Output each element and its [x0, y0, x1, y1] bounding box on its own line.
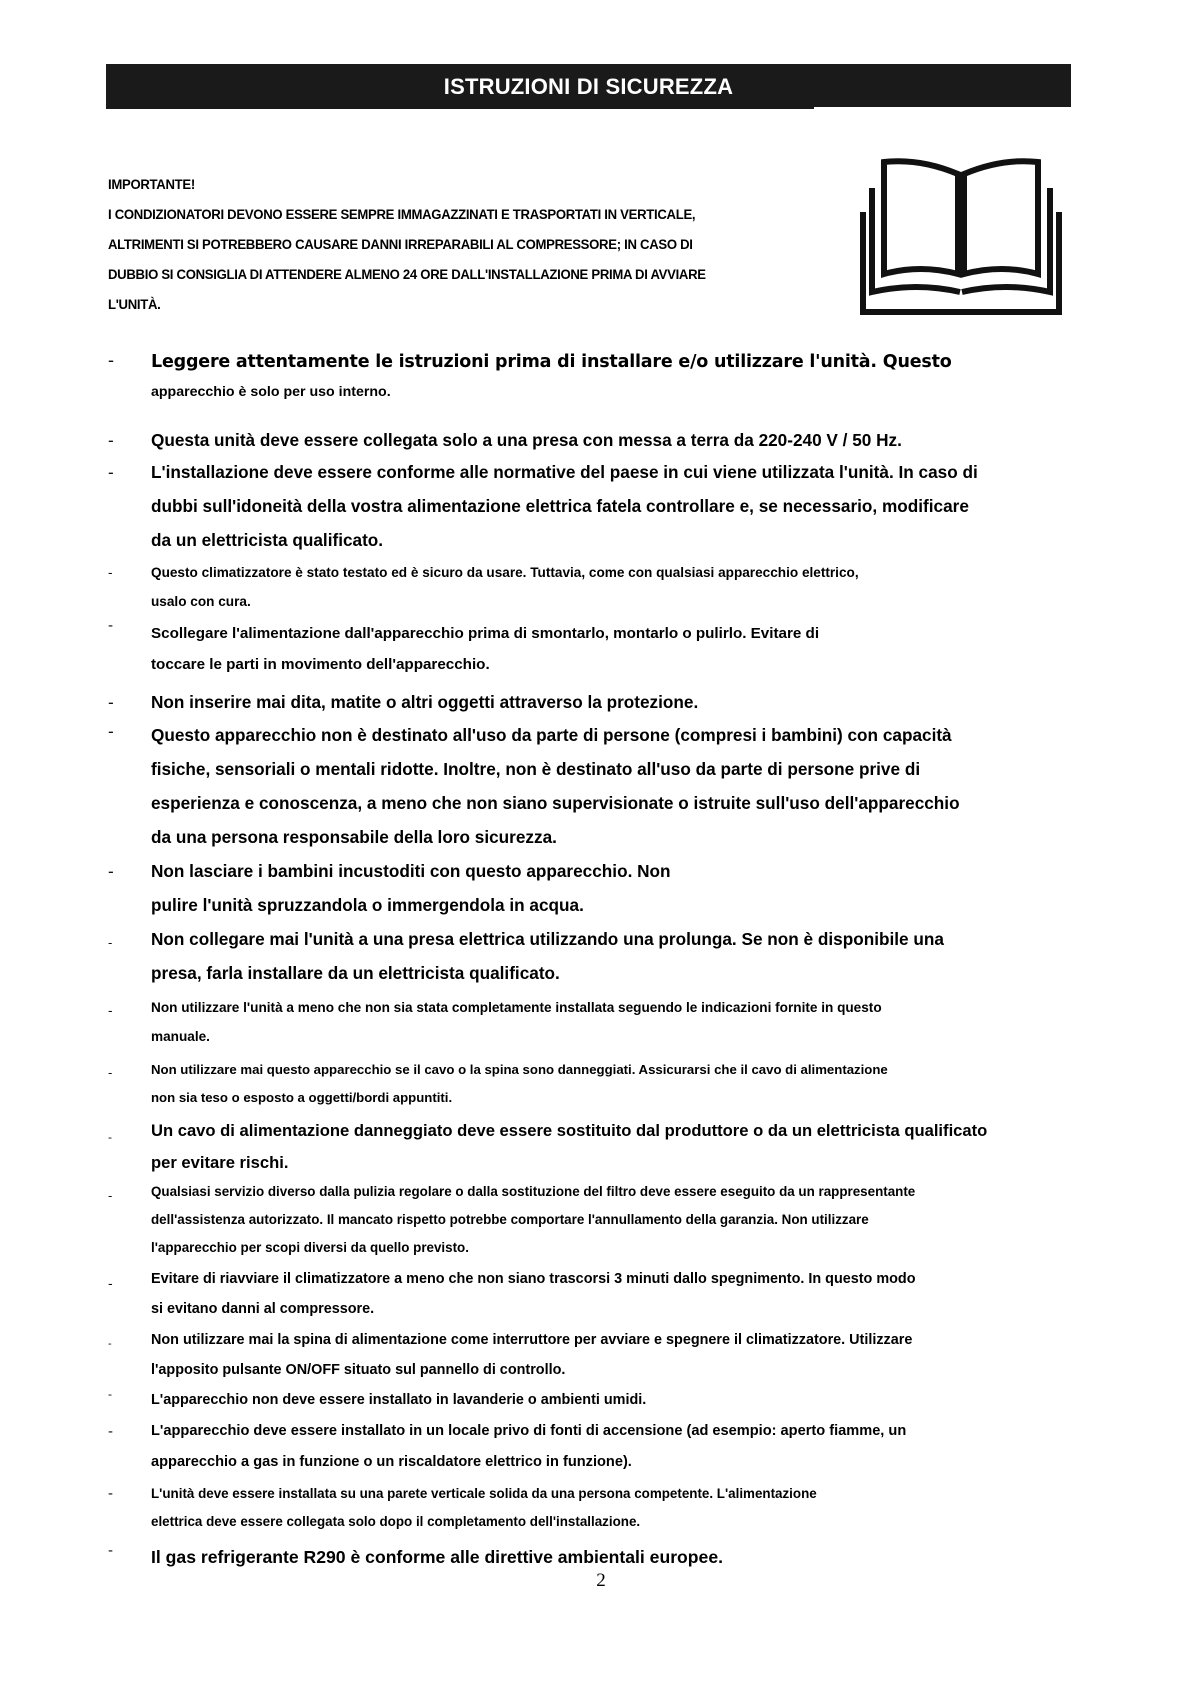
bullet-dash: - — [108, 1485, 113, 1502]
item-line: L'apparecchio non deve essere installato in lavanderie o ambienti umidi. — [151, 1392, 647, 1408]
item-line: apparecchio a gas in funzione o un riscaldatore elettrico in funzione). — [151, 1454, 632, 1470]
header-notch — [814, 107, 1071, 109]
item-line: fisiche, sensoriali o mentali ridotte. Inoltre, non è destinato all'uso da parte di persone prive di — [151, 759, 921, 779]
item-line: l'apposito pulsante ON/OFF situato sul pannello di controllo. — [151, 1362, 566, 1378]
bullet-dash: - — [108, 430, 114, 450]
item-line: non sia teso o esposto a oggetti/bordi appuntiti. — [151, 1090, 453, 1105]
item-line: Non collegare mai l'unità a una presa elettrica utilizzando una prolunga. Se non è disponibile una — [151, 929, 944, 949]
section-header — [106, 64, 1071, 109]
item-line: toccare le parti in movimento dell'apparecchio. — [151, 656, 490, 673]
bullet-dash: - — [108, 692, 114, 712]
item-line: Questo climatizzatore è stato testato ed è sicuro da usare. Tuttavia, come con qualsiasi apparecchio elettrico, — [151, 565, 859, 580]
important-notice — [108, 170, 774, 320]
item-line: Il gas refrigerante R290 è conforme alle direttive ambientali europee. — [151, 1547, 724, 1567]
bullet-dash: - — [108, 1542, 113, 1559]
bullet-dash: - — [108, 1338, 112, 1350]
bullet-dash: - — [108, 935, 113, 950]
bullet-dash: - — [108, 861, 114, 881]
important-line: IMPORTANTE! — [108, 177, 195, 192]
item-line: Questa unità deve essere collegata solo a una presa con messa a terra da 220-240 V / 50 Hz. — [151, 430, 902, 450]
bullet-dash: - — [108, 617, 114, 634]
item-line: Un cavo di alimentazione danneggiato deve essere sostituito dal produttore o da un elettricista qualificato — [151, 1121, 988, 1140]
item-line: per evitare rischi. — [151, 1153, 289, 1172]
bullet-dash: - — [108, 1003, 113, 1018]
item-line: usalo con cura. — [151, 594, 251, 609]
item-line: Non utilizzare l'unità a meno che non sia stata completamente installata seguendo le indicazioni fornite in questo — [151, 1000, 882, 1015]
item-line: Evitare di riavviare il climatizzatore a meno che non siano trascorsi 3 minuti dallo spegnimento. In questo modo — [151, 1271, 916, 1287]
bullet-dash: - — [108, 350, 114, 370]
manual-book-icon — [860, 152, 1062, 318]
item-line: Questo apparecchio non è destinato all'uso da parte di persone (compresi i bambini) con capacità — [151, 725, 952, 745]
item-line: Non utilizzare mai la spina di alimentazione come interruttore per avviare e spegnere il climatizzatore. Utilizzare — [151, 1332, 913, 1348]
item-line: Non lasciare i bambini incustoditi con questo apparecchio. Non — [151, 861, 671, 881]
important-line: I CONDIZIONATORI DEVONO ESSERE SEMPRE IMMAGAZZINATI E TRASPORTATI IN VERTICALE, — [108, 207, 696, 222]
item-line: L'installazione deve essere conforme alle normative del paese in cui viene utilizzata l'unità. In caso di — [151, 462, 978, 482]
item-line: Leggere attentamente le istruzioni prima di installare e/o utilizzare l'unità. Questo — [151, 352, 952, 372]
important-line: ALTRIMENTI SI POTREBBERO CAUSARE DANNI IRREPARABILI AL COMPRESSORE; IN CASO DI — [108, 237, 693, 252]
bullet-dash: - — [108, 1387, 112, 1401]
item-line: Non utilizzare mai questo apparecchio se il cavo o la spina sono danneggiati. Assicurarsi che il cavo di alimentazione — [151, 1062, 888, 1077]
bullet-dash: - — [108, 462, 114, 482]
item-line: presa, farla installare da un elettricista qualificato. — [151, 963, 560, 983]
item-line: l'apparecchio per scopi diversi da quello previsto. — [151, 1240, 469, 1255]
item-line: Scollegare l'alimentazione dall'apparecchio prima di smontarlo, montarlo o pulirlo. Evitare di — [151, 625, 820, 642]
item-line: dell'assistenza autorizzato. Il mancato rispetto potrebbe comportare l'annullamento della garanzia. Non utilizzare — [151, 1212, 869, 1227]
item-line: L'apparecchio deve essere installato in un locale privo di fonti di accensione (ad esempio: aperto fiamme, un — [151, 1423, 907, 1439]
item-line: apparecchio è solo per uso interno. — [151, 384, 391, 400]
item-line: dubbi sull'idoneità della vostra alimentazione elettrica fatela controllare e, se necessario, modificare — [151, 496, 969, 516]
bullet-dash: - — [108, 1275, 113, 1291]
item-line: esperienza e conoscenza, a meno che non siano supervisionate o istruite sull'uso dell'apparecchio — [151, 793, 960, 813]
item-line: Non inserire mai dita, matite o altri oggetti attraverso la protezione. — [151, 692, 699, 712]
item-line: pulire l'unità spruzzandola o immergendola in acqua. — [151, 895, 584, 915]
bullet-dash: - — [108, 721, 114, 741]
item-line: da un elettricista qualificato. — [151, 530, 384, 550]
item-line: da una persona responsabile della loro sicurezza. — [151, 827, 557, 847]
item-line: Qualsiasi servizio diverso dalla pulizia regolare o dalla sostituzione del filtro deve essere eseguito da un rappresentante — [151, 1184, 916, 1199]
important-line: DUBBIO SI CONSIGLIA DI ATTENDERE ALMENO 24 ORE DALL'INSTALLAZIONE PRIMA DI AVVIARE — [108, 267, 706, 282]
bullet-dash: - — [108, 1065, 113, 1080]
important-line: L'UNITÀ. — [108, 297, 161, 312]
item-line: elettrica deve essere collegata solo dopo il completamento dell'installazione. — [151, 1514, 641, 1529]
item-line: L'unità deve essere installata su una parete verticale solida da una persona competente. L'alimentazione — [151, 1486, 817, 1501]
bullet-dash: - — [108, 1423, 113, 1440]
bullet-dash: - — [108, 565, 113, 580]
bullet-dash: - — [108, 1188, 113, 1203]
bullet-dash: - — [108, 1130, 112, 1144]
page-number: 2 — [596, 1570, 606, 1591]
section-title: ISTRUZIONI DI SICUREZZA — [443, 73, 734, 99]
item-line: manuale. — [151, 1029, 210, 1044]
item-line: si evitano danni al compressore. — [151, 1301, 375, 1317]
